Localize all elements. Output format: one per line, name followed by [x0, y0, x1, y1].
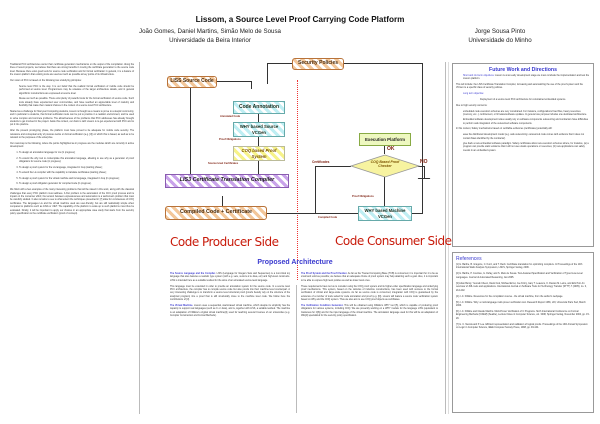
future-work-panel — [452, 63, 594, 247]
proof-system-text: As far as the Trusted Computing Base (TCB) is concerned, it is important for it to be as small and solid as possible; we believe that an adequate choice of proof system may help attaining such a goal. Also, it is important to be able to express high level policies as well as lower level ones. — [301, 273, 438, 282]
roadmap-item: 6. To design a proof obligation generator for compiled code (in progress). — [19, 183, 134, 186]
short-term-label: Short and mid term objectives: — [463, 75, 495, 77]
prototype-paragraph: After the present prototyping phase, the platform must have proved to be adequate for mobile code security. The relevance and conceptual unity of previous works on formal verification (e.g. [3]) on which this is based, as well as to be relevant to the purposes of the enterprise. — [10, 130, 134, 140]
long-term-list — [456, 93, 590, 96]
finish-paragraph: We finish with a few examples of the many interesting problems that will be raised in this work, along with the classical challenges that every PCC platform must address. A first problem is the automation of the CCC proof process and its impact on the consumer effort; the tension between expressiveness and automation is a well-known problem that must be carefully studied. It also remains to see to what extent the techniques presented in [7] allow for conciseness of COQ certificates. The languages Lis and the virtual machine used are user-friendly, but are still realistically simple when compared to platforms such as JAVA or .NET. The capability of the platform to scale up to such platforms must thus be evaluated. Finally, it will be important to apply our choices in an appropriate case study that starts from the security policy specification to the certificate verification (proof of concept). — [10, 189, 134, 216]
authors-left — [100, 28, 320, 45]
roadmap-item: 4. To extend the Lis compiler with the capability to translate certificates (starting phase); — [19, 172, 134, 175]
connector — [216, 81, 251, 82]
roadmap-item: 2. To extend the why tool to contemplate this annotation language, allowing to use why as a generator of proof obligations for source code (in progress); — [19, 158, 134, 165]
affiliation-left: Universidade da Beira Interior — [169, 36, 251, 44]
future-work-title: Future Work and Directions — [489, 67, 557, 73]
label-ok: OK — [387, 146, 395, 152]
heading-source-language: The Source Language and the Compiler. — [170, 273, 216, 275]
connector — [315, 166, 351, 167]
principle-item: • Reuse as much as possible. There exist plenty of powerful tools for the formal verification of source code. Such tools already have experienced user communities, and have reached an appreciable level of maturity and flexibility that make them natural choices in the context of a source level PCC architecture. — [19, 98, 134, 108]
connector — [424, 166, 425, 178]
node-coq-proof-checker: COQ Based Proof Checker — [370, 160, 400, 169]
concern-item: • embedded code execution schemes are very constrained. For instance, configurations fixed files, heavy resources (memory, etc...) confinement, or firmware/software updates. In general one purpose includes one dedicated architecture. — [463, 111, 590, 118]
middle-left-column — [170, 273, 290, 321]
principle-item: • Source level PCC is the way. It is our belief that the realistic formal verification of mobile code should be performed at source level. Programmers may be unaware of the target architecture details, and in general algorithmic constructions are expressed at source level. — [19, 86, 134, 96]
authors-right — [420, 28, 580, 45]
references-title: References — [456, 256, 482, 262]
short-term-text: Lissom is at an early development stage we must conclude the implementation and test the Lissom platform. — [463, 75, 590, 81]
vcgen-text: This will be obtained using Filliâtre's WHY tool [5], which is capable of producing proof obligations for various systems, including COQ. We are presently working on a WHY module for the language LISS (equivalent to Caduceus for C[6]) and for the input language of the virtual machine. The annotation language used for this will be an adaptation of JML[3] specialized for the security policy specification. — [301, 305, 439, 318]
label-proof-obligations: Proof Obligations — [219, 138, 241, 141]
reference-item: [2] G. Barthe, P. Courtieu, G. Dufay, and S. Melo de Sousa. Tool-Assisted Specification and Verification of Typed Low-Level Languages. Journal of Automated Reasoning, Jan 2005. — [456, 273, 583, 279]
label-certificates: Certificates — [312, 160, 330, 164]
label-annotated-code: Annotated Code — [220, 115, 241, 118]
concern-item: • Embedded software development relies usually rely on software components outsourcing and contractors have difficulties to perform safe integration of the outsourced software components. — [463, 119, 590, 126]
label-no: NO — [420, 159, 428, 165]
long-term-label: Long term objective: — [463, 93, 484, 96]
poster-title: Lissom, a Source Level Proof Carrying Code Platform — [195, 15, 405, 24]
roadmap-item: 1. To design an annotation language for Lis (in progress); — [19, 152, 134, 155]
concerns-list — [456, 111, 590, 127]
heading-proof-system: The Proof System and the Proof Checker. — [301, 273, 348, 275]
virtual-machine-paragraph — [170, 305, 290, 319]
node-certificate-translation-compiler: LIS3 Certificate Translation Compiler — [165, 174, 289, 188]
objectives-list — [456, 75, 590, 82]
intro-paragraph: Traditional PCC architectures center their certificate generation mechanisms on the output of the compilation. Along the lines of recent projects, we believe that there are strong benefits in moving the certificate generation to the source code level. Because there exist good tools for source code verification and for formal verification in general, it is a feature of the Lissom platform that existing tools are used as much as possible at key points of its infrastructure. — [10, 64, 134, 77]
short-term-item — [463, 75, 590, 82]
affiliation-right: Universidade do Minho — [468, 36, 532, 44]
source-language-paragraph — [170, 273, 290, 283]
author-names-right: Jorge Sousa Pinto — [474, 28, 526, 35]
column-divider-left — [139, 62, 140, 414]
long-term-text: Deployment of a source level PCC architecture for constrained embedded systems. — [480, 98, 566, 101]
label-source-level-certificates: Source level Certificates — [208, 162, 239, 165]
annotation-paragraph: This language must be extended in order to provide an annotation system for the source code. In a source level PCC architecture, the compiler has to compile source code but also proofs into their machine level counterpart. A very interesting challenge is to transform a source level structural proof (proofs heavily rely on the structure of the analyzed program) into a proof that is still structurally close to the machine level code. We follow here the contributions of [3]. — [170, 285, 290, 302]
connector — [251, 81, 252, 89]
reference-item: [3] Lilian Burdy, Yoonsik Cheon, David Cok, Michael Ernst, Joe Kiniry, Gary T. Leavens, K. Rustan M. Leino, and Erik Poll. An overview of JML tools and applications. International Journal on Software Tools for Technology Transfer (STTT) 7 (2005), no. 3, 212-232. — [456, 282, 587, 292]
label-compiled-code: Compiled Code — [318, 216, 338, 219]
roadmap-item: 5. To design a proof system for the virtual machine and its language, integrated in Coq (in progress); — [19, 178, 134, 181]
node-coq-proof-system: COQ based Proof System — [233, 146, 285, 161]
due-to-text: Due to high security concerns: — [456, 104, 488, 107]
references-list — [453, 264, 593, 331]
vision-intro: Our vision of PCC is based on the following two underlying principles: — [10, 80, 82, 83]
reference-item: [4] J.-C. Filliâtre. Resources for the compilation course - the virtual machine, from the author's webpage. — [456, 295, 564, 298]
node-execution-platform: Execution Platform — [359, 133, 411, 146]
node-code-annotation: Code Annotation — [233, 101, 285, 114]
consumer-side-label: Code Consumer Side — [335, 234, 452, 248]
heading-virtual-machine: The Virtual Machine. — [170, 305, 194, 308]
node-why-source-vcgen: WHY based Source VCGen — [233, 122, 285, 137]
connector — [267, 63, 292, 64]
future-work-body — [453, 75, 593, 153]
source-language-text: LISS (Language for Integers Sets and Sequences) is a non-trivial toy language that also features a realistic type system (with e.g. sets, vectors à la Java, etc) and high-level constructs. LISS is intended here as a suitable testbed for the aims of an annotated source-level language. — [170, 273, 291, 282]
roadmap-list — [10, 152, 134, 187]
author-names-left: João Gomes, Daniel Martins, Simão Melo de Sousa — [138, 28, 282, 35]
connector — [222, 196, 223, 206]
roadmap-intro: Our road-map is the following, where the points highlighted as in progress are the modules which are currently in active development: — [10, 142, 134, 149]
heading-vcgen: The Verification Condition Generator. — [301, 305, 344, 308]
middle-right-column — [301, 273, 438, 321]
connector — [315, 166, 316, 214]
ground-icon — [418, 178, 431, 179]
column-divider-mid — [296, 285, 297, 413]
node-compiled-code-certificate: Compiled Code + Certificate — [165, 206, 267, 220]
section-title-proposed-architecture: Proposed Architecture — [257, 259, 333, 266]
references-panel — [452, 252, 594, 413]
benefits-list — [456, 134, 590, 153]
connector — [267, 63, 268, 84]
vcgen-paragraph — [301, 305, 438, 319]
connector — [344, 63, 422, 64]
producer-consumer-divider — [297, 80, 298, 280]
challenge-paragraph: Started as a challenge for final year Computing students, Lissom is thought as a means to prove to a skeptic community, and in particular to students, that formal verification tools can be put to practice in a realistic environment, and be used to solve complex and concrete problems. The attractiveness of the problems that PCC addresses has already brought students to get involved in the project. Aside this context, our claim is with Lissom is to get experienced with PCC and to put it into practice. — [10, 110, 134, 127]
reference-item: [7] G. C. Necula and P. Lee. Efficient representation and validation of logical proofs. Proceedings of the 13th Annual Symposium on Logic in Computer Science, IEEE Computer Society Press, 1998, pp. 93-104. — [456, 323, 588, 330]
virtual-machine-text: Lissom uses a sequential, stack-based virtual machine, which despite its simplicity has the capacity to support real languages (such as C or Java), and is, together with LISS, a suitable testbed. The machine is an adaptation of Filliâtre's original virtual machine[4], used for teaching several Courses of our universities (e.g. Compiler Construction and Formal Methods). — [170, 305, 290, 318]
node-why-machine-vcgen: WHY based Machine VCGen — [358, 206, 412, 221]
reference-item: [5] J.-C. Filliâtre. Why: a multi-language multi-prover verification tool. Research Report 1366, LRI, Université Paris Sud, March 2003. — [456, 301, 586, 308]
roadmap-item: 3. To design a proof system for the Lis language, integrated in Coq (starting phase); — [19, 167, 134, 170]
benefit-item: • ease the distributed development model (e.g. safe outsourcing: outsourced code comes with evidence that it does not contain flaws identified by the contractor). — [463, 134, 590, 141]
connector — [190, 87, 191, 182]
reference-item: [1] G. Barthe, B. Grégoire, C. Kunz, and T. Rezk. Certificate translation for optimizing compilers. In Proceedings of the 13th International Static Analysis Symposium, LNCS, Springer-Verlag, 2006. — [456, 264, 583, 270]
connector — [422, 63, 423, 213]
context-text: In this context, Safety mechanisms based on verifiable evidences (certificates) potentially will: — [456, 128, 553, 131]
connector — [384, 175, 385, 206]
node-security-policies: Security Policies — [292, 58, 344, 70]
node-liss-source-code: LISS Source Code — [167, 76, 217, 88]
long-term-item — [463, 93, 590, 96]
principles-list — [10, 86, 134, 109]
benefit-item: • give back a new embedded software paradigm. Safety certificates allow new execution schemes where, for instance, (a) a program can provide static evidence that it will not use unsafe operations or resources; (b) new applications can safely coexist in an embedded system. — [463, 143, 590, 153]
proof-system-paragraph — [301, 273, 438, 283]
coq-paragraph: These requirements have led us to consider using the COQ proof system and its higher-order specification language and underlying proof mechanisms. This system, based on the calculus of inductive constructions, has been used with success to the formal verification of critical and large-scale systems. As far as source code is concerned, integration with COQ is guaranteed by the existence of a number of tools suited for code annotation and proof (e.g. [6]). Lissom will feature a source code verification system based on Why and the COQ system. Thus we also aim to use COQ proof objects as certificates. — [301, 285, 438, 302]
producer-side-label: Code Producer Side — [170, 235, 279, 249]
will-include-text: This will include: the LISS Certificate Translation Compiler, increasing and automatizing the use of the proof system and the VCGen to a specific class of security policies. — [456, 83, 583, 90]
reference-item: [6] J.-C. Filliâtre and Claude Marché. Multi-Prover Verification of C Programs. Sixth International Conference on Formal Engineering Methods (ICFEM) (Seattle), Lecture Notes in Computer Science, vol. 3308, Springer-Verlag, November 2004, pp. 15-29. — [456, 311, 590, 320]
left-column — [10, 64, 134, 219]
label-proof-obligations-consumer: Proof Obligations — [352, 195, 374, 198]
